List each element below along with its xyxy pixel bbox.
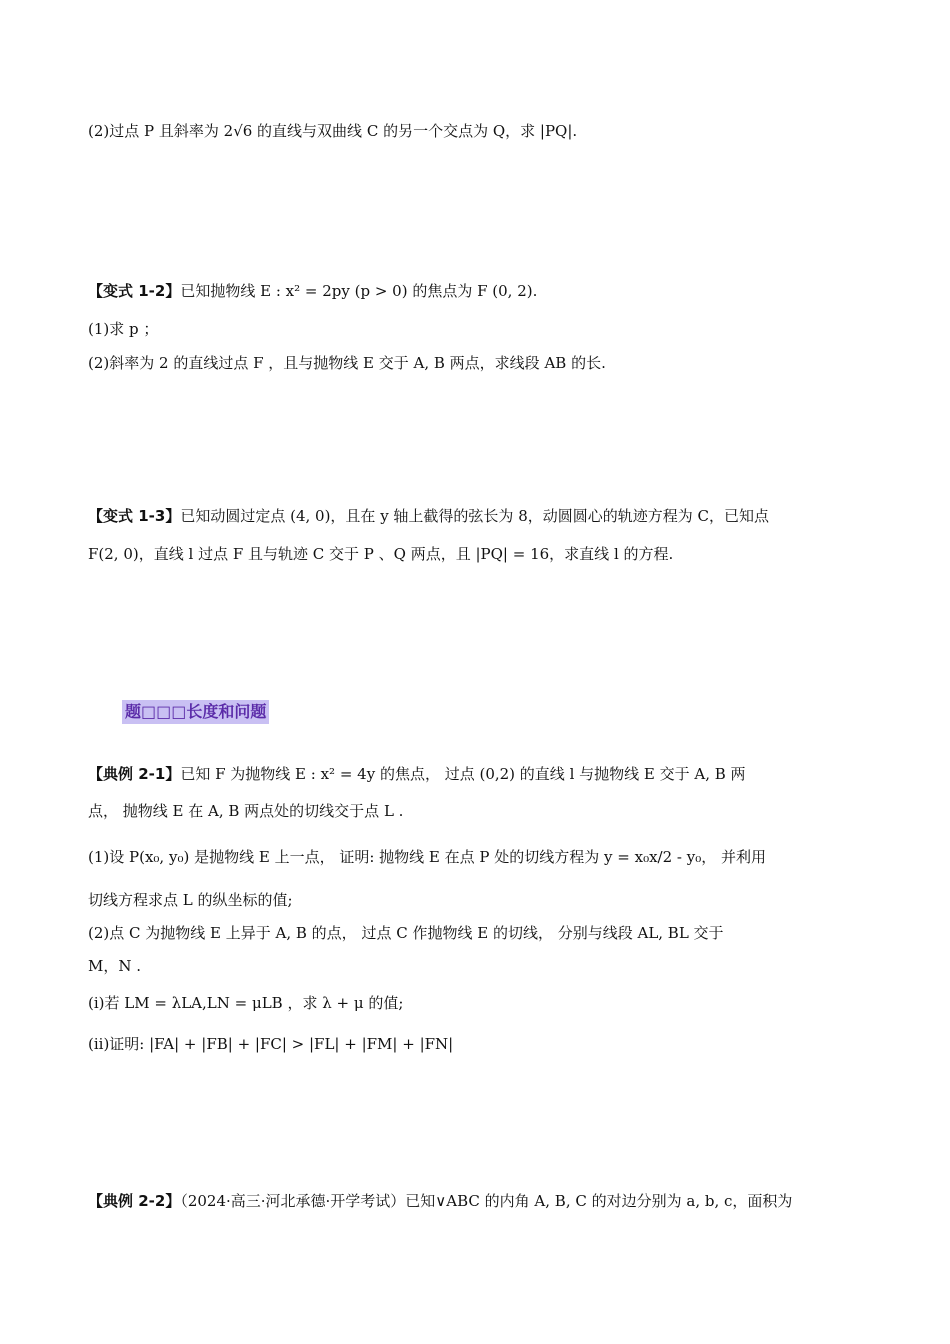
example-2-1-part-2b: M，N . (88, 957, 142, 975)
variant-1-3-text-1: 已知动圆过定点 (4, 0)，且在 y 轴上截得的弦长为 8，动圆圆心的轨迹方程为 C，已知点 (180, 507, 769, 525)
example-2-1-part-ii: (ii)证明: |FA| + |FB| + |FC| > |FL| + |FM| + |FN| (88, 1035, 454, 1053)
variant-1-2-part-1: (1)求 p ； (88, 320, 159, 338)
example-2-1-part-i: (i)若 LM = λLA,LN = μLB ，求 λ + μ 的值; (88, 994, 404, 1012)
question-part-2-hyperbola: (2)过点 P 且斜率为 2√6 的直线与双曲线 C 的另一个交点为 Q，求 |PQ|. (88, 122, 578, 140)
example-2-2-label: 【典例 2-2】 (88, 1192, 181, 1210)
example-2-1-part-2a: (2)点 C 为抛物线 E 上异于 A, B 的点， 过点 C 作抛物线 E 的切线， 分别与线段 AL, BL 交于 (88, 924, 724, 942)
example-2-1-text-1: 已知 F 为抛物线 E : x² = 4y 的焦点， 过点 (0,2) 的直线 l 与抛物线 E 交于 A, B 两 (180, 765, 746, 783)
variant-1-2-text: 已知抛物线 E : x² = 2py (p > 0) 的焦点为 F (0, 2). (180, 282, 538, 300)
example-2-2-text: （2024·高三·河北承德·开学考试）已知∨ABC 的内角 A, B, C 的对边分别为 a, b, c，面积为 (180, 1192, 793, 1210)
variant-1-2-statement (88, 280, 862, 302)
example-2-1-statement (88, 763, 862, 785)
variant-1-3-text-2: F(2, 0)，直线 l 过点 F 且与轨迹 C 交于 P 、Q 两点，且 |PQ| = 16，求直线 l 的方程. (88, 545, 674, 563)
example-2-1-part-1a: (1)设 P(x₀, y₀) 是抛物线 E 上一点， 证明: 抛物线 E 在点 P 处的切线方程为 y = x₀x/2 - y₀， 并利用 (88, 848, 767, 866)
example-2-1-text-2: 点， 抛物线 E 在 A, B 两点处的切线交于点 L . (88, 802, 404, 820)
example-2-1-part-1b: 切线方程求点 L 的纵坐标的值; (88, 891, 293, 909)
variant-1-3-statement (88, 505, 862, 527)
section-heading: 题□□□长度和问题 (122, 700, 269, 724)
variant-1-3-label: 【变式 1-3】 (88, 507, 181, 525)
example-2-1-label: 【典例 2-1】 (88, 765, 181, 783)
example-2-2-statement (88, 1190, 862, 1212)
variant-1-2-part-2: (2)斜率为 2 的直线过点 F ，且与抛物线 E 交于 A, B 两点，求线段 AB 的长. (88, 354, 606, 372)
variant-1-2-label: 【变式 1-2】 (88, 282, 181, 300)
